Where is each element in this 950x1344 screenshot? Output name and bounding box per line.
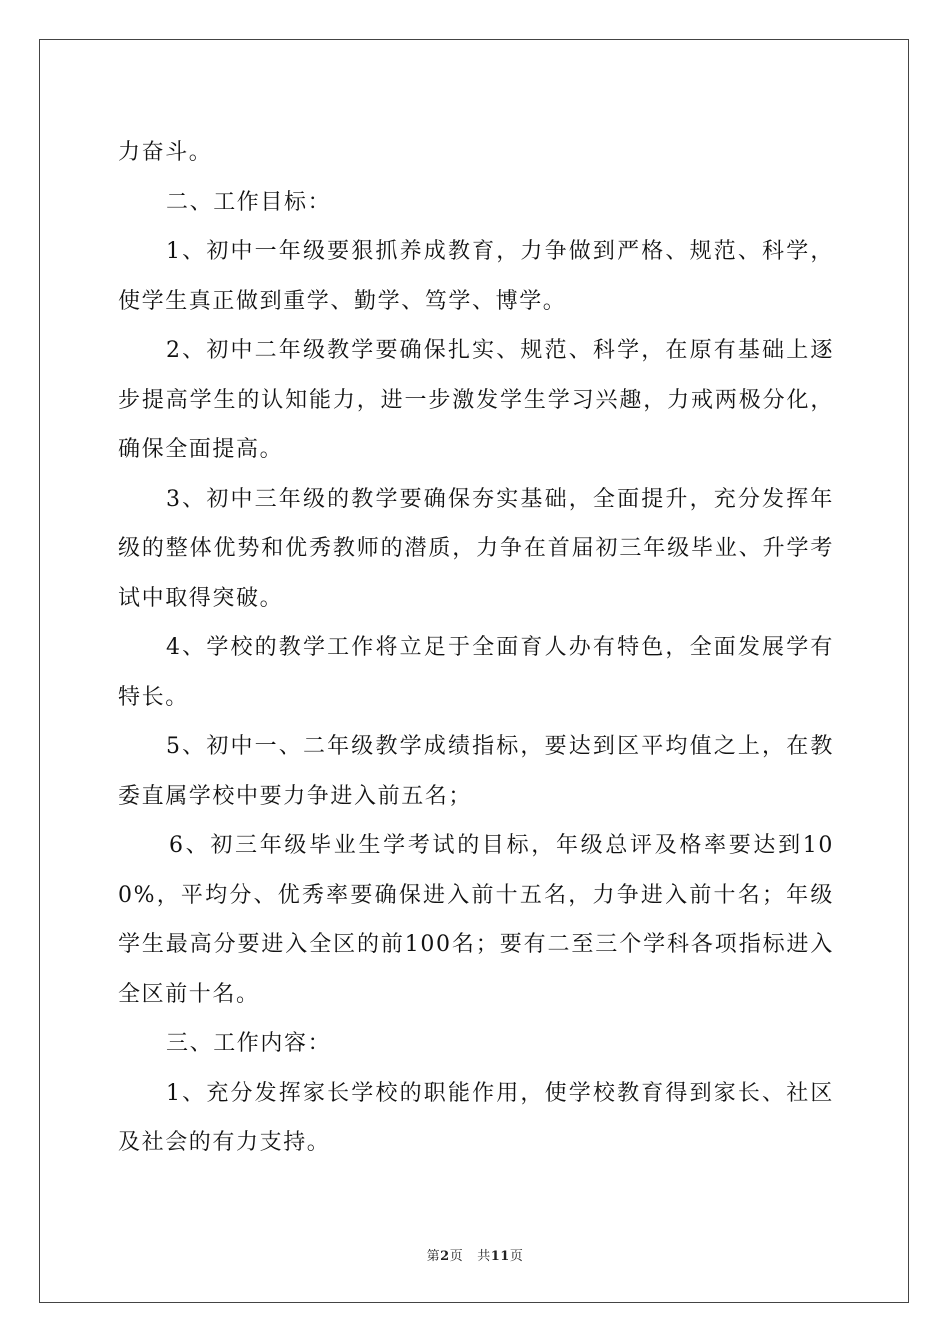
paragraph: 5、初中一、二年级教学成绩指标，要达到区平均值之上，在教委直属学校中要力争进入前五名； [118,734,834,809]
total-pages: 11 [490,1249,510,1264]
section-heading: 二、工作目标： [166,189,332,215]
section-heading: 三、工作内容： [166,1031,332,1056]
paragraph: 1、充分发挥家长学校的职能作用，使学校教育得到家长、社区及社会的有力支持。 [118,1080,834,1155]
paragraph: 2、初中二年级教学要确保扎实、规范、科学，在原有基础上逐步提高学生的认知能力，进一步激发学生学习兴趣，力戒两极分化，确保全面提高。 [118,338,834,462]
document-body [118,128,834,1168]
page-footer [0,1245,950,1264]
paragraph: 力奋斗。 [118,140,213,165]
total-suffix: 页 [509,1249,524,1264]
page-number: 2 [440,1249,450,1264]
page-prefix: 第 [426,1249,441,1264]
paragraph: 3、初中三年级的教学要确保夯实基础，全面提升，充分发挥年级的整体优势和优秀教师的潜质，力争在首届初三年级毕业、升学考试中取得突破。 [118,486,834,611]
paragraph: 1、初中一年级要狠抓养成教育，力争做到严格、规范、科学，使学生真正做到重学、勤学、笃学、博学。 [118,239,834,314]
paragraph: 6、初三年级毕业生学考试的目标，年级总评及格率要达到100%，平均分、优秀率要确保进入前十五名，力争进入前十名；年级学生最高分要进入全区的前100名；要有二至三个学科各项指标进入全区前十名。 [118,833,834,1007]
total-prefix: 共 [477,1249,491,1264]
paragraph: 4、学校的教学工作将立足于全面育人办有特色，全面发展学有特长。 [118,635,834,710]
page-suffix: 页 [449,1249,464,1264]
